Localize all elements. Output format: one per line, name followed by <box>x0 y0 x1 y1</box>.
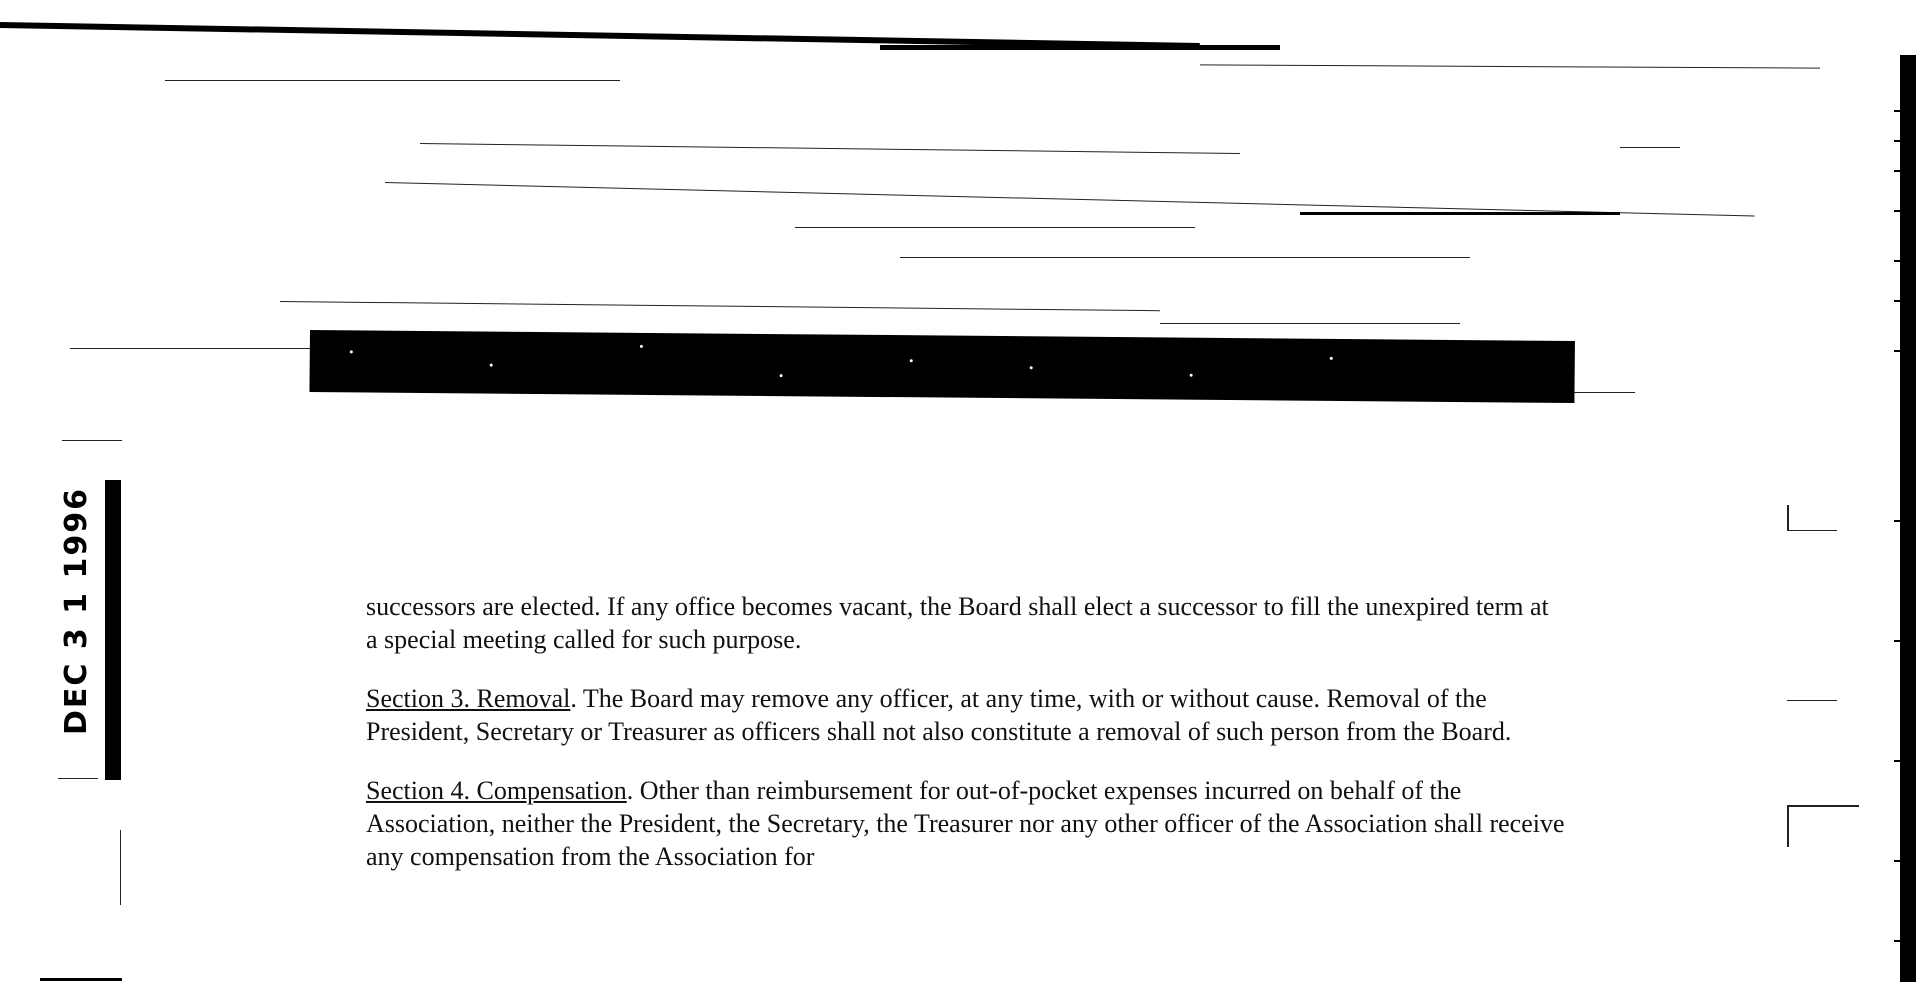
margin-tick <box>62 440 122 441</box>
redaction-line <box>1160 323 1460 324</box>
section-4-text: . Other than reimbursement for out-of-pocket expenses incurred on behalf of the Association, neither the President, the Secretary, the Treasurer nor any other officer of the Association shall receive any compensation from the Association for <box>366 776 1565 871</box>
redaction-line <box>900 257 1470 258</box>
redaction-bar <box>309 330 1574 403</box>
section-3-text: . The Board may remove any officer, at any time, with or without cause. Removal of the President, Secretary or Treasurer as officers shall not also constitute a removal of such person from the Board. <box>366 684 1512 746</box>
paragraph-successors: successors are elected. If any office becomes vacant, the Board shall elect a successor to fill the unexpired term at a special meeting called for such purpose. <box>366 592 1549 654</box>
paragraph-section-3 <box>366 682 1566 748</box>
margin-tick <box>1787 700 1837 701</box>
margin-tick <box>58 778 98 779</box>
redaction-line <box>1200 64 1820 68</box>
redaction-line <box>880 45 1280 50</box>
margin-tick <box>120 830 121 905</box>
document-body <box>366 590 1566 899</box>
redaction-line <box>1570 392 1635 393</box>
date-stamp: DEC 3 1 1996 <box>58 487 94 735</box>
redaction-line <box>280 301 1160 311</box>
right-edge-bar <box>1900 55 1916 982</box>
redaction-line <box>1620 147 1680 148</box>
margin-bracket <box>1787 805 1859 847</box>
redaction-line <box>420 143 1240 154</box>
margin-tick <box>40 978 122 981</box>
section-4-heading: Section 4. Compensation <box>366 776 627 805</box>
redaction-line <box>1300 212 1620 215</box>
redaction-line <box>70 348 320 349</box>
paragraph-section-4 <box>366 774 1566 873</box>
redaction-line <box>795 227 1195 228</box>
section-3-heading: Section 3. Removal <box>366 684 571 713</box>
margin-bracket <box>1787 505 1789 530</box>
margin-tick <box>1787 530 1837 531</box>
left-margin-bar <box>105 480 121 780</box>
redaction-line <box>165 80 620 81</box>
